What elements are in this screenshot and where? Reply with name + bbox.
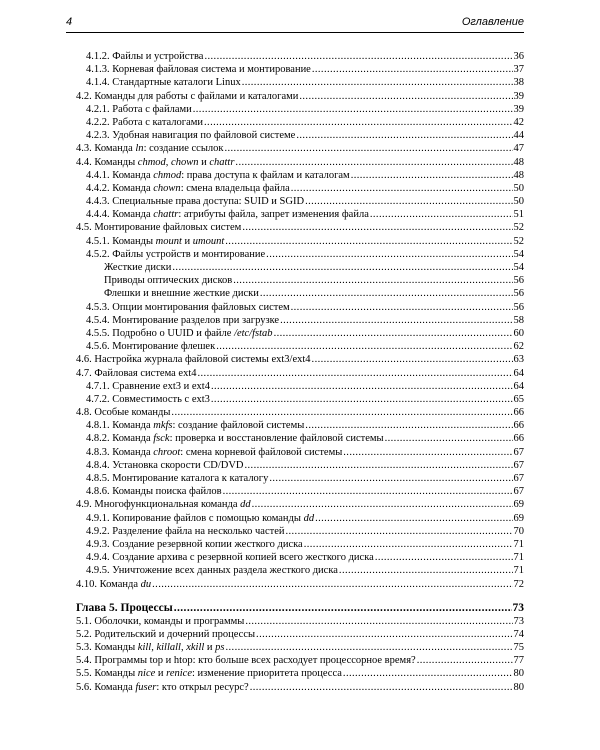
toc-title-text: 4.8.5. Монтирование каталога к каталогу — [86, 473, 269, 484]
dot-leader — [343, 446, 512, 459]
toc-entry-title — [104, 274, 232, 287]
toc-page-number: 72 — [513, 578, 524, 590]
toc-page-number: 67 — [513, 486, 524, 498]
toc-page-number: 39 — [513, 103, 524, 115]
toc-title-text: 4.9.1. Копирование файлов с помощью команды — [86, 512, 304, 524]
toc-title-text: 4.1.3. Корневая файловая система и монтирование — [86, 64, 311, 76]
toc-title-text: 4.7.2. Совместимость с ext3 — [86, 393, 210, 405]
toc-entry-title — [86, 512, 314, 525]
toc-title-text: 4.2. Команды для работы с файлами и каталогами — [76, 90, 299, 102]
toc-page-number: 58 — [513, 314, 524, 326]
toc-page-number: 80 — [513, 668, 524, 680]
dot-leader — [343, 667, 513, 680]
toc-title-text: 5.1. Оболочки, команды и программы — [76, 615, 245, 627]
toc-title-text: 4.1.2. Файлы и устройства — [86, 51, 204, 62]
toc-page-number: 60 — [513, 327, 524, 339]
dot-leader — [385, 432, 513, 445]
dot-leader — [211, 380, 513, 393]
toc-page-number: 36 — [513, 51, 524, 62]
toc-entry-title — [86, 208, 369, 221]
toc-page-number: 64 — [513, 380, 524, 392]
toc-entry[interactable] — [76, 578, 524, 591]
dot-leader — [291, 301, 513, 314]
toc-entry-title — [76, 667, 342, 680]
toc-title-text: 4.2.3. Удобная навигация по файловой системе — [86, 130, 296, 142]
toc-entry-title — [76, 90, 298, 103]
toc-title-text: , — [180, 642, 187, 654]
dot-leader — [417, 654, 513, 667]
toc-entry[interactable] — [76, 274, 524, 287]
toc-title-text: 4.7. Файловая система ext4 — [76, 367, 197, 379]
toc-title-text: 4.9.2. Разделение файла на несколько частей — [86, 525, 285, 537]
toc-title-text: 5.4. Программы top и htop: кто больше всех расходует процессорное время? — [76, 655, 416, 667]
toc-entry[interactable] — [76, 367, 524, 380]
toc-entry-title — [86, 182, 290, 195]
toc-title-text: : создание файловой системы — [172, 420, 305, 432]
toc-title-text: 4.5.2. Файлы устройств и монтирование — [86, 248, 266, 260]
toc-command-name: kill — [137, 642, 152, 654]
toc-entry[interactable] — [76, 301, 524, 314]
toc-entry[interactable] — [76, 129, 524, 142]
toc-entry-title — [86, 446, 342, 459]
dot-leader — [296, 129, 512, 142]
dot-leader — [304, 538, 513, 551]
toc-page-number: 71 — [513, 552, 524, 564]
toc-entry[interactable] — [76, 195, 524, 208]
toc-entry[interactable] — [76, 459, 524, 472]
toc-page-number: 71 — [513, 538, 524, 550]
toc-entry-title — [76, 353, 311, 366]
toc-command-name: /etc/fstab — [234, 327, 273, 339]
dot-leader — [198, 367, 513, 380]
dot-leader — [280, 314, 512, 327]
dot-leader — [172, 261, 512, 274]
toc-title-text: 5.5. Команды — [76, 668, 138, 680]
toc-title-text: : изменение приоритета процесса — [192, 668, 342, 680]
toc-page-number: 75 — [513, 642, 524, 654]
dot-leader — [152, 578, 512, 591]
dot-leader — [193, 103, 513, 116]
toc-title-text: , — [151, 642, 157, 654]
toc-entry[interactable] — [76, 419, 524, 432]
toc-page-number: 73 — [512, 601, 524, 614]
toc-entry[interactable] — [76, 261, 524, 274]
toc-page-number: 56 — [513, 275, 524, 287]
toc-entry-title — [86, 301, 290, 314]
toc-entry-title — [86, 327, 273, 340]
toc-title-text: 4.4.2. Команда — [86, 182, 154, 194]
toc-title-text: 4.4.4. Команда — [86, 209, 154, 221]
dot-leader — [204, 116, 512, 129]
toc-title-text: Глава 5. Процессы — [76, 601, 173, 614]
toc-entry[interactable] — [76, 681, 524, 694]
dot-leader — [305, 419, 512, 432]
toc-command-name: xkill — [186, 642, 205, 654]
toc-entry[interactable] — [76, 512, 524, 525]
toc-command-name: dd — [240, 499, 251, 511]
toc-title-text: Приводы оптических дисков — [104, 275, 233, 287]
dot-leader — [225, 235, 512, 248]
toc-page-number: 50 — [513, 196, 524, 208]
toc-entry-title — [76, 578, 151, 591]
toc-entry-title — [86, 380, 210, 393]
dot-leader — [299, 90, 512, 103]
toc-entry-title — [86, 248, 265, 261]
toc-entry[interactable] — [76, 169, 524, 182]
dot-leader — [226, 641, 513, 654]
toc-entry[interactable] — [76, 432, 524, 445]
toc-page-number: 38 — [513, 77, 524, 89]
dot-leader — [224, 142, 512, 155]
toc-command-name: killall — [156, 642, 181, 654]
toc-page-number: 54 — [513, 248, 524, 260]
dot-leader — [252, 498, 513, 511]
toc-page-number: 64 — [513, 367, 524, 379]
toc-title-text: 4.9.4. Создание архива с резервной копией всего жесткого диска — [86, 552, 374, 564]
toc-title-text: 4.9.5. Уничтожение всех данных раздела жесткого диска — [86, 565, 338, 577]
toc-title-text: 4.8. Особые команды — [76, 407, 171, 419]
toc-entry[interactable] — [76, 235, 524, 248]
toc-title-text: : кто открыл ресурс? — [156, 681, 249, 693]
toc-entry[interactable] — [76, 63, 524, 76]
toc-entry[interactable] — [76, 50, 524, 63]
dot-leader — [339, 564, 513, 577]
toc-page-number: 47 — [513, 143, 524, 155]
toc-title-text: , — [165, 156, 172, 168]
toc-title-text: : проверка и восстановление файловой системы — [169, 433, 384, 445]
dot-leader — [274, 327, 513, 340]
toc-command-name: umount — [192, 235, 225, 247]
dot-leader — [256, 628, 512, 641]
toc-command-name: dd — [303, 512, 315, 524]
toc-page-number: 66 — [513, 407, 524, 419]
toc-entry[interactable] — [76, 340, 524, 353]
toc-page-number: 63 — [513, 354, 524, 366]
toc-page-number: 67 — [513, 473, 524, 484]
toc-page-number: 80 — [513, 681, 524, 693]
toc-entry[interactable] — [76, 628, 524, 641]
toc-page-number: 37 — [513, 64, 524, 76]
toc-title-text: 4.4.1. Команда — [86, 169, 154, 181]
toc-command-name: chroot — [153, 446, 181, 458]
toc-title-text: 4.7.1. Сравнение ext3 и ext4 — [86, 380, 210, 392]
toc-entry-title — [76, 641, 225, 654]
toc-entry[interactable] — [76, 393, 524, 406]
toc-entry-title — [86, 393, 210, 406]
dot-leader — [250, 681, 513, 694]
toc-title-text: 4.2.1. Работа с файлами — [86, 103, 192, 115]
toc-entry-title — [76, 367, 197, 380]
toc-title-text: 4.9.3. Создание резервной копии жесткого диска — [86, 538, 303, 550]
toc-title-text: : атрибуты файла, запрет изменения файла — [178, 209, 369, 221]
toc-page-number: 74 — [513, 628, 524, 640]
dot-leader — [312, 353, 513, 366]
toc-title-text: 4.5.6. Монтирование флешек — [86, 341, 216, 353]
toc-title-text: 4.1.4. Стандартные каталоги Linux — [86, 77, 241, 89]
toc-entry-title — [76, 406, 170, 419]
toc-entry-title — [86, 551, 374, 564]
toc-entry-title — [76, 142, 223, 155]
page-number: 4 — [66, 16, 73, 28]
dot-leader — [216, 340, 512, 353]
toc-page-number: 51 — [513, 209, 524, 221]
toc-command-name: chattr — [153, 209, 179, 221]
toc-title-text: 4.2.2. Работа с каталогами — [86, 116, 204, 128]
dot-leader — [211, 393, 513, 406]
toc-title-text: 4.8.1. Команда — [86, 420, 154, 432]
toc-command-name: fsck — [153, 433, 170, 445]
toc-entry-title — [76, 498, 251, 511]
toc-title-text: : смена владельца файла — [180, 182, 290, 194]
toc-entry-title — [86, 432, 384, 445]
toc-title-text: 4.8.6. Команды поиска файлов — [86, 486, 222, 498]
toc-entry-title — [86, 103, 192, 116]
toc-entry[interactable] — [76, 380, 524, 393]
toc-entry[interactable] — [76, 485, 524, 498]
toc-title-text: : права доступа к файлам и каталогам — [181, 169, 350, 181]
toc-command-name: du — [140, 578, 152, 590]
toc-entry[interactable] — [76, 156, 524, 169]
toc-page-number: 62 — [513, 341, 524, 353]
toc-entry-title — [76, 221, 241, 234]
toc-entry[interactable] — [76, 90, 524, 103]
toc-entry[interactable] — [76, 248, 524, 261]
toc-page-number: 67 — [513, 459, 524, 471]
toc-title-text: Жесткие диски — [104, 262, 172, 273]
toc-entry-title — [86, 538, 303, 551]
dot-leader — [223, 485, 513, 498]
toc-entry-title — [86, 564, 338, 577]
toc-command-name: nice — [137, 668, 156, 680]
dot-leader — [291, 182, 513, 195]
toc-page-number: 71 — [513, 565, 524, 577]
toc-title-text: 4.5.1. Команды — [86, 235, 156, 247]
toc-title-text: 4.6. Настройка журнала файловой системы ext3/ext4 — [76, 354, 311, 366]
toc-entry-title — [86, 116, 203, 129]
toc-entry[interactable] — [76, 103, 524, 116]
toc-entry-title — [86, 485, 222, 498]
dot-leader — [266, 248, 512, 261]
toc-title-text: и — [181, 235, 193, 247]
dot-leader — [315, 512, 512, 525]
dot-leader — [312, 63, 513, 76]
toc-entry-title — [86, 314, 279, 327]
toc-page-number: 52 — [513, 235, 524, 247]
toc-entry[interactable] — [76, 615, 524, 628]
toc-title-text: и — [204, 642, 216, 654]
toc-command-name: renice — [166, 668, 193, 680]
toc-entry[interactable] — [76, 353, 524, 366]
toc-entry[interactable] — [76, 327, 524, 340]
toc-entry[interactable] — [76, 641, 524, 654]
toc-command-name: chmod — [137, 156, 166, 168]
toc-entry[interactable] — [76, 208, 524, 221]
toc-title-text: 4.9. Многофункциональная команда — [76, 499, 241, 511]
toc-page-number: 48 — [513, 169, 524, 181]
toc-page-number: 48 — [513, 156, 524, 168]
toc-page-number: 56 — [513, 288, 524, 300]
toc-entry-title — [104, 287, 259, 300]
toc-entry[interactable] — [76, 314, 524, 327]
toc-entry-title — [76, 601, 173, 615]
toc-page-number: 66 — [513, 420, 524, 432]
toc-entry[interactable] — [76, 551, 524, 564]
toc-entry-title — [86, 169, 350, 182]
toc-command-name: ln — [135, 143, 144, 155]
toc-entry-title — [86, 459, 244, 472]
table-of-contents — [76, 50, 524, 694]
toc-title-text: 4.4.3. Специальные права доступа: SUID и SGID — [86, 196, 305, 208]
toc-command-name: chmod — [153, 169, 182, 181]
toc-title-text: : создание ссылок — [143, 143, 224, 155]
dot-leader — [174, 601, 512, 615]
dot-leader — [260, 287, 513, 300]
toc-entry[interactable] — [76, 498, 524, 511]
toc-page-number: 69 — [513, 512, 524, 524]
toc-command-name: fuser — [135, 681, 157, 693]
toc-entry-title — [86, 472, 268, 485]
toc-title-text: 4.5.4. Монтирование разделов при загрузке — [86, 314, 280, 326]
toc-entry[interactable] — [76, 472, 524, 485]
toc-command-name: chown — [171, 156, 199, 168]
dot-leader — [245, 459, 513, 472]
toc-entry[interactable] — [76, 182, 524, 195]
toc-entry[interactable] — [76, 76, 524, 89]
toc-command-name: chattr — [209, 156, 235, 168]
toc-title-text: 4.8.2. Команда — [86, 433, 154, 445]
toc-entry[interactable] — [76, 116, 524, 129]
dot-leader — [375, 551, 513, 564]
toc-entry[interactable] — [76, 564, 524, 577]
page-header — [66, 14, 524, 33]
toc-command-name: mount — [155, 235, 182, 247]
toc-entry-title — [104, 261, 171, 274]
toc-title-text: 4.3. Команда — [76, 143, 136, 155]
toc-title-text: 4.5. Монтирование файловых систем — [76, 222, 242, 234]
toc-entry-title — [86, 195, 304, 208]
toc-title-text: 4.8.3. Команда — [86, 446, 154, 458]
toc-page-number: 54 — [513, 262, 524, 273]
toc-page-number: 52 — [513, 222, 524, 234]
toc-page-number: 67 — [513, 446, 524, 458]
toc-entry-title — [86, 419, 304, 432]
running-title: Оглавление — [461, 16, 524, 28]
dot-leader — [242, 221, 512, 234]
toc-page-number: 77 — [513, 655, 524, 667]
toc-page-number: 69 — [513, 499, 524, 511]
dot-leader — [233, 274, 512, 287]
toc-entry-title — [86, 63, 311, 76]
toc-title-text: Флешки и внешние жесткие диски — [104, 288, 259, 300]
toc-entry-title — [86, 50, 203, 63]
toc-entry-title — [86, 235, 224, 248]
toc-entry[interactable] — [76, 287, 524, 300]
toc-entry[interactable] — [76, 538, 524, 551]
toc-entry[interactable] — [76, 221, 524, 234]
dot-leader — [285, 525, 512, 538]
toc-title-text: 4.8.4. Установка скорости CD/DVD — [86, 459, 244, 471]
toc-entry-title — [86, 525, 284, 538]
toc-title-text: 4.4. Команды — [76, 156, 138, 168]
toc-entry-title — [76, 156, 234, 169]
toc-title-text: 4.5.5. Подробно о UUID и файле — [86, 327, 235, 339]
toc-entry-title — [86, 340, 215, 353]
toc-page-number: 73 — [513, 615, 524, 627]
dot-leader — [235, 156, 512, 169]
section-gap — [76, 591, 524, 601]
dot-leader — [242, 76, 513, 89]
toc-command-name: ps — [215, 642, 225, 654]
toc-title-text: 4.10. Команда — [76, 578, 141, 590]
toc-page-number: 44 — [513, 130, 524, 142]
toc-entry[interactable] — [76, 654, 524, 667]
toc-entry[interactable] — [76, 142, 524, 155]
dot-leader — [269, 472, 512, 485]
toc-entry-title — [76, 615, 244, 628]
toc-title-text: 4.5.3. Опции монтирования файловых систем — [86, 301, 290, 313]
dot-leader — [351, 169, 513, 182]
toc-title-text: 5.3. Команды — [76, 642, 138, 654]
toc-page-number: 39 — [513, 90, 524, 102]
toc-title-text: : смена корневой файловой системы — [180, 446, 343, 458]
toc-chapter-entry[interactable] — [76, 601, 524, 615]
dot-leader — [171, 406, 512, 419]
toc-title-text: и — [155, 668, 167, 680]
toc-page-number: 66 — [513, 433, 524, 445]
toc-title-text: 5.6. Команда — [76, 681, 136, 693]
toc-page-number: 65 — [513, 393, 524, 405]
toc-page-number: 56 — [513, 301, 524, 313]
dot-leader — [370, 208, 513, 221]
toc-entry[interactable] — [76, 406, 524, 419]
toc-command-name: chown — [153, 182, 181, 194]
toc-entry-title — [86, 129, 295, 142]
toc-page-number: 50 — [513, 182, 524, 194]
toc-title-text: 5.2. Родительский и дочерний процессы — [76, 628, 256, 640]
toc-entry-title — [86, 76, 241, 89]
toc-page-number: 70 — [513, 525, 524, 537]
dot-leader — [305, 195, 512, 208]
toc-entry[interactable] — [76, 667, 524, 680]
toc-entry[interactable] — [76, 446, 524, 459]
dot-leader — [245, 615, 512, 628]
toc-page-number: 42 — [513, 116, 524, 128]
toc-entry-title — [76, 681, 249, 694]
toc-entry-title — [76, 654, 416, 667]
toc-title-text: и — [198, 156, 210, 168]
toc-command-name: mkfs — [153, 420, 173, 432]
dot-leader — [204, 50, 512, 63]
toc-entry[interactable] — [76, 525, 524, 538]
toc-entry-title — [76, 628, 255, 641]
